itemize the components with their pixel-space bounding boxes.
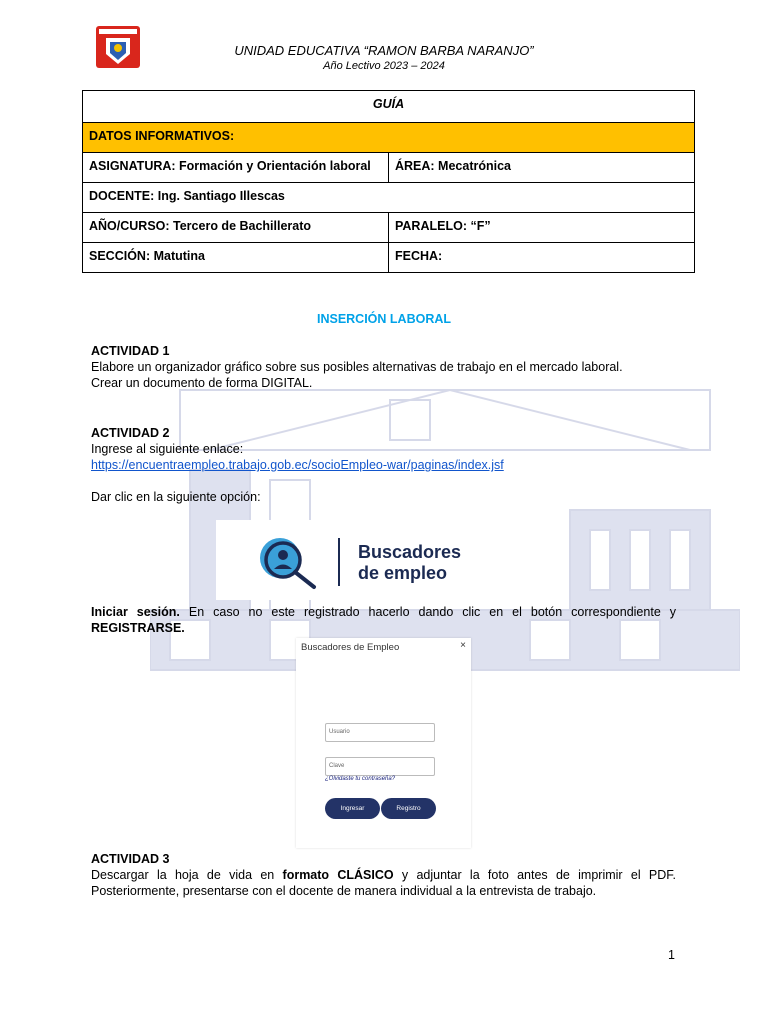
page-number: 1 (668, 948, 675, 962)
actividad-1-line2: Crear un documento de forma DIGITAL. (91, 376, 313, 390)
info-table (82, 90, 695, 273)
registrarse-text: REGISTRARSE. (91, 621, 185, 635)
banner-separator (338, 538, 340, 586)
guide-title: GUÍA (83, 91, 695, 123)
actividad-1-heading: ACTIVIDAD 1 (91, 344, 170, 358)
actividad-3-text2: y adjuntar la foto antes de imprimir el PDF. Posteriormente, presentarse con el docente de manera individual a la entrevista de trabajo. (91, 868, 676, 898)
school-year: Año Lectivo 2023 – 2024 (323, 60, 445, 72)
actividad-1-line1: Elabore un organizador gráfico sobre sus posibles alternativas de trabajo en el mercado laboral. (91, 360, 623, 374)
paralelo-cell: PARALELO: “F” (389, 213, 695, 243)
actividad-3-text1: Descargar la hoja de vida en (91, 868, 283, 882)
forgot-password-link[interactable]: ¿Olvidaste tu contraseña? (325, 776, 396, 782)
banner-line1: Buscadores (358, 542, 462, 562)
seccion-cell: SECCIÓN: Matutina (83, 243, 389, 273)
close-icon[interactable]: × (460, 640, 466, 651)
login-instruction-bold: Iniciar sesión. (91, 605, 180, 619)
section-title: INSERCIÓN LABORAL (316, 312, 452, 326)
actividad-3-text (91, 867, 676, 899)
banner-line2: de empleo (358, 563, 448, 583)
actividad-2-line2: Dar clic en la siguiente opción: (91, 490, 261, 504)
employment-link[interactable]: https://encuentraempleo.trabajo.gob.ec/socioEmpleo-war/paginas/index.jsf (91, 458, 504, 472)
job-search-icon (256, 536, 318, 590)
modal-title: Buscadores de Empleo (301, 642, 400, 653)
ingresar-button[interactable]: Ingresar (325, 798, 380, 819)
section-header: DATOS INFORMATIVOS: (83, 123, 695, 153)
registro-button[interactable]: Registro (381, 798, 436, 819)
banner-text (358, 542, 461, 584)
actividad-2-line1: Ingrese al siguiente enlace: (91, 442, 244, 456)
curso-cell: AÑO/CURSO: Tercero de Bachillerato (83, 213, 389, 243)
area-cell: ÁREA: Mecatrónica (389, 153, 695, 183)
fecha-cell: FECHA: (389, 243, 695, 273)
login-instruction (91, 604, 676, 636)
actividad-3-bold: formato CLÁSICO (282, 868, 394, 882)
docente-cell: DOCENTE: Ing. Santiago Illescas (83, 183, 695, 213)
institution-name: UNIDAD EDUCATIVA “RAMON BARBA NARANJO” (234, 43, 534, 58)
actividad-2-heading: ACTIVIDAD 2 (91, 426, 170, 440)
clave-input[interactable]: Clave (325, 757, 435, 776)
login-modal (296, 638, 471, 848)
usuario-input[interactable]: Usuario (325, 723, 435, 742)
actividad-3-heading: ACTIVIDAD 3 (91, 852, 170, 866)
asignatura-cell: ASIGNATURA: Formación y Orientación laboral (83, 153, 389, 183)
login-instruction-text: En caso no este registrado hacerlo dando clic en el botón correspondiente y (179, 605, 676, 619)
buscadores-banner[interactable] (216, 520, 548, 600)
